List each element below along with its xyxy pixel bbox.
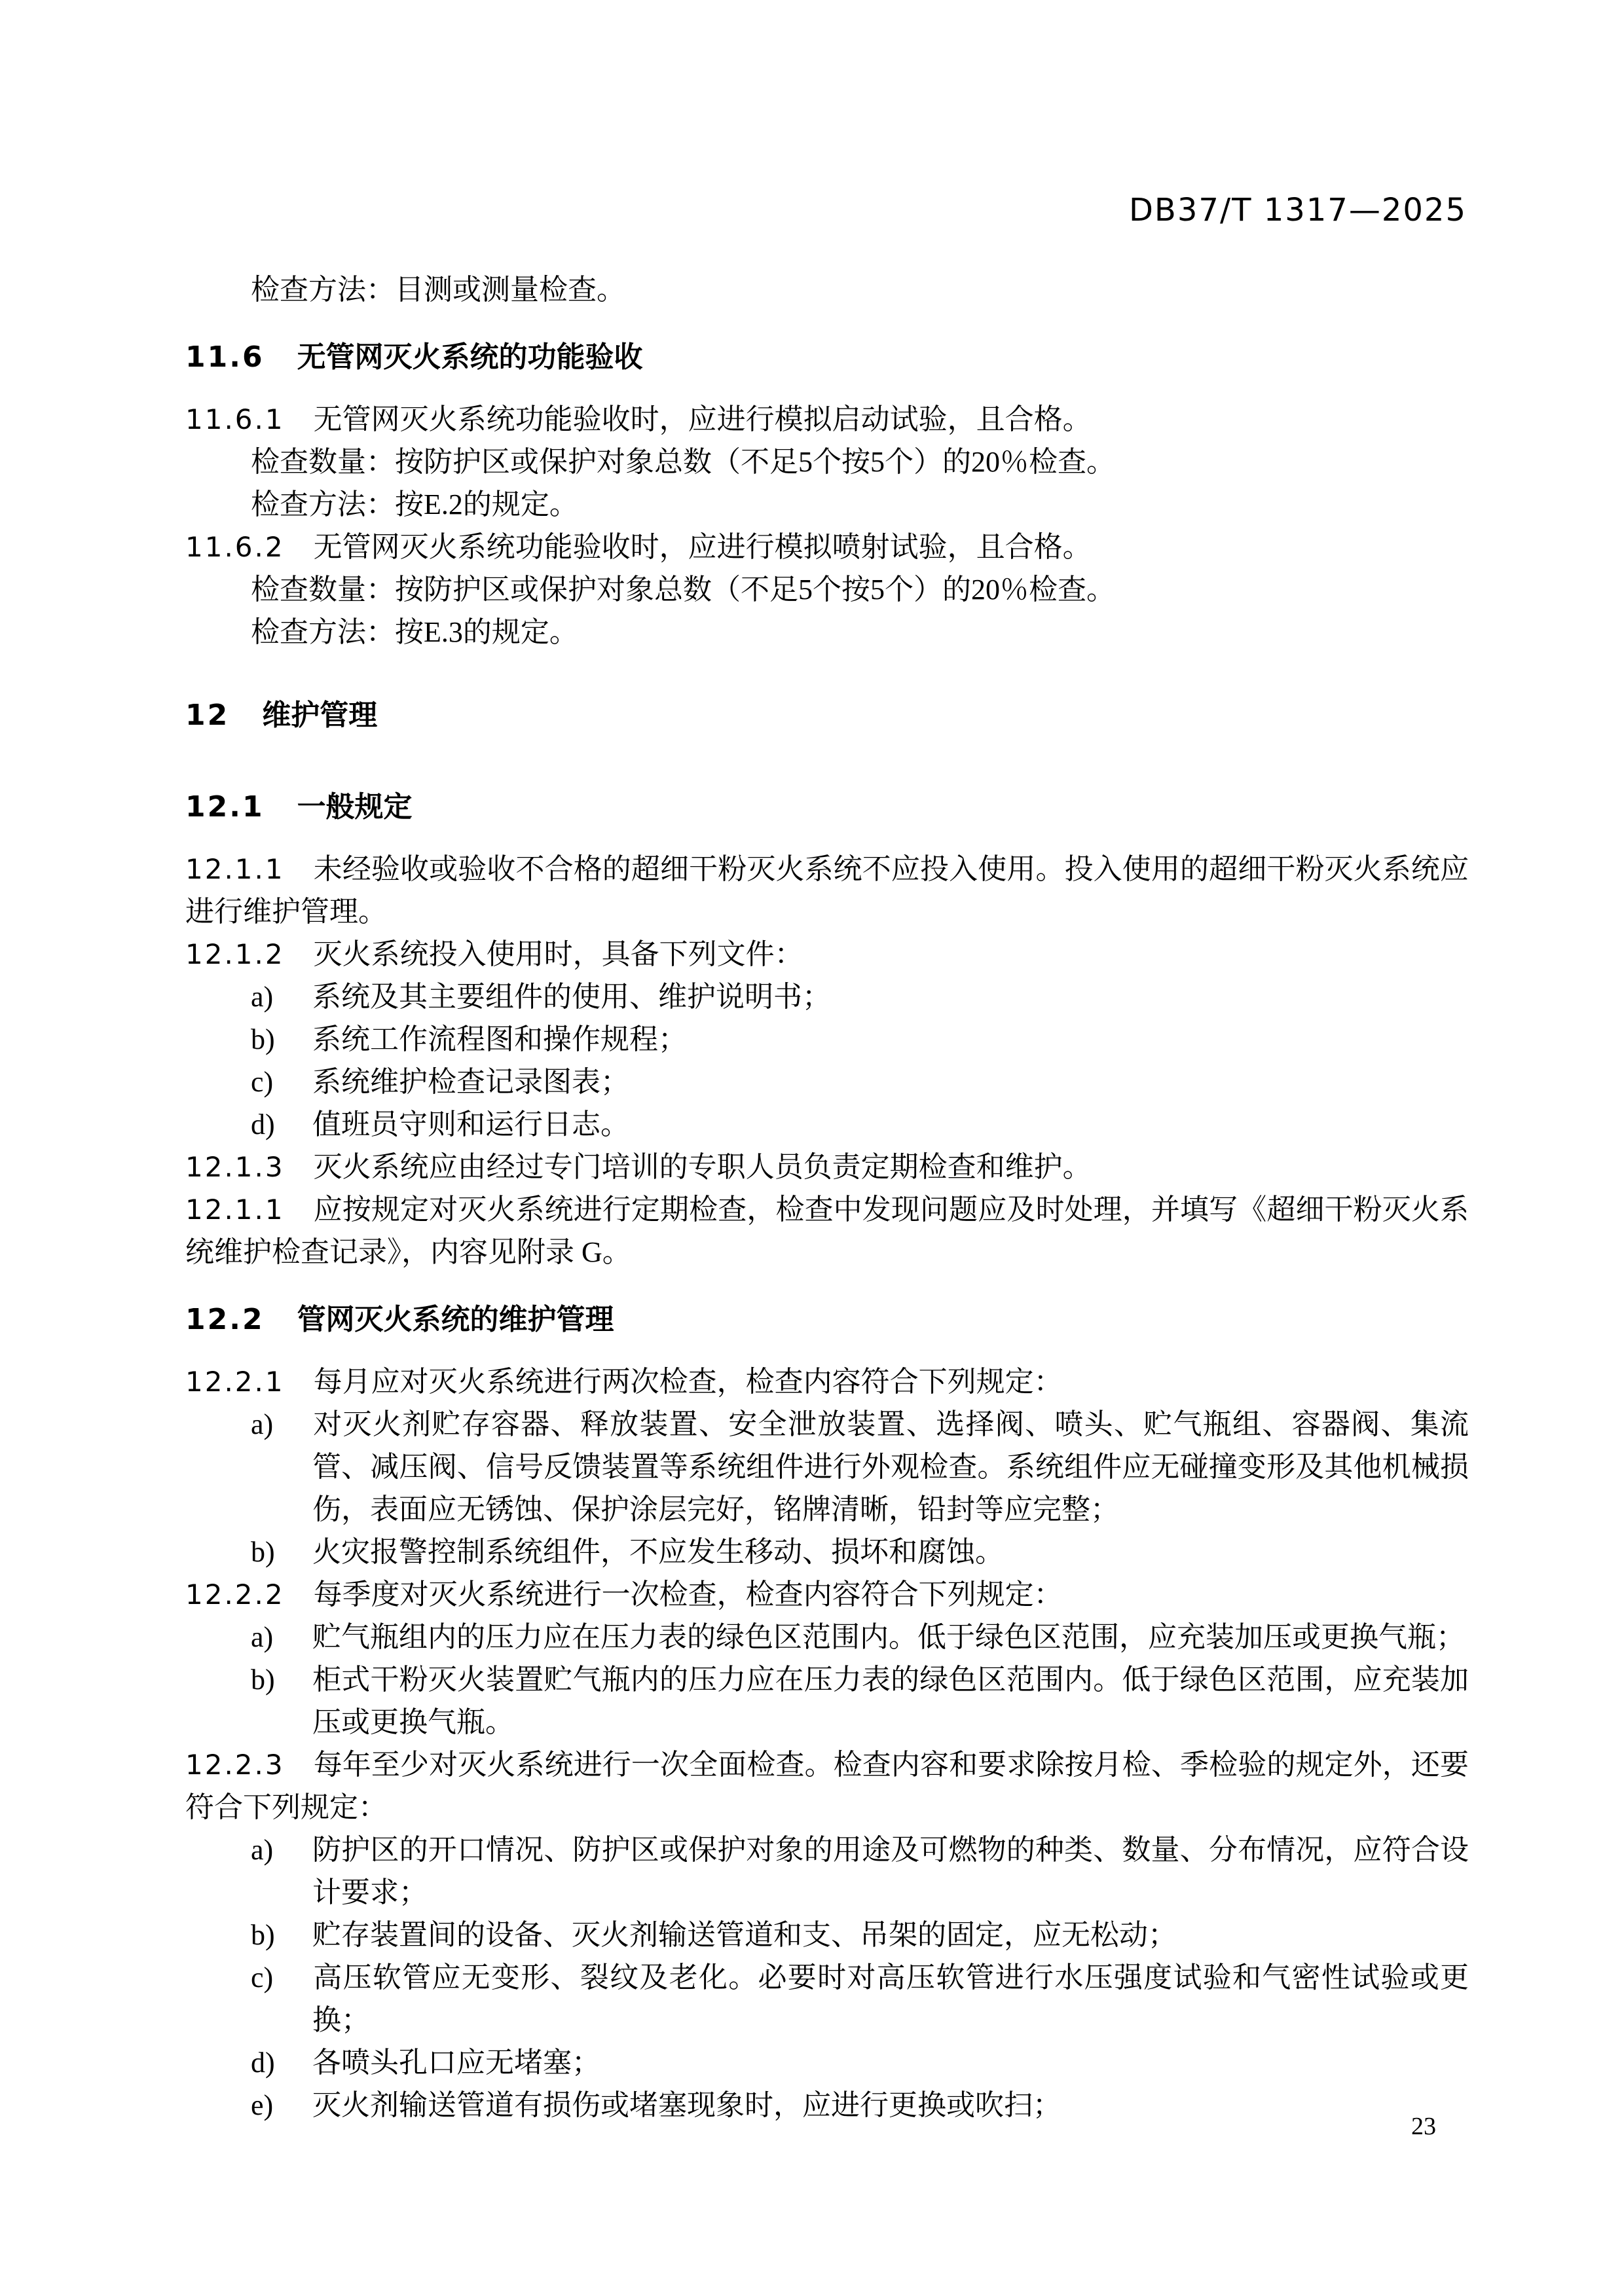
list-marker: d): [251, 2047, 275, 2079]
section-heading-12-1: [185, 786, 1469, 828]
section-number: 11.6: [185, 340, 265, 374]
clause-text: 应按规定对灭火系统进行定期检查，检查中发现问题应及时处理，并填写《超细干粉灭火系统维护检查记录》，内容见附录 G。: [185, 1194, 1469, 1268]
list-marker: c): [251, 1066, 274, 1098]
document-body: [185, 268, 1469, 2126]
clause-number: 12.2.3: [185, 1749, 285, 1781]
paragraph-check-quantity: 检查数量：按防护区或保护对象总数（不足5个按5个）的20％检查。: [251, 446, 1115, 478]
clause-12-1-1-bis: [185, 1188, 1469, 1273]
clause-number: 11.6.2: [185, 531, 285, 563]
list-marker: b): [251, 1664, 275, 1696]
list-item-b: [185, 1018, 1469, 1061]
section-title: 管网灭火系统的维护管理: [297, 1303, 614, 1336]
clause-12-1-3: [185, 1146, 1469, 1188]
list-marker: a): [251, 981, 274, 1013]
list-item-a: [185, 1616, 1469, 1658]
list-marker: a): [251, 1408, 274, 1440]
list-marker: b): [251, 1023, 275, 1055]
paragraph-check-method: 检查方法：按E.2的规定。: [251, 488, 578, 520]
section-number: 12.1: [185, 790, 265, 824]
clause-number: 12.1.3: [185, 1151, 285, 1183]
list-text: 系统及其主要组件的使用、维护说明书；: [312, 981, 831, 1013]
list-item-a: [185, 1403, 1469, 1531]
list-item-a: [185, 975, 1469, 1018]
clause-12-1-2: [185, 933, 1469, 975]
list-marker: e): [251, 2089, 274, 2121]
clause-text: 灭火系统投入使用时，具备下列文件：: [313, 938, 803, 970]
list-item-a: [185, 1829, 1469, 1914]
clause-number: 12.1.1: [185, 1194, 285, 1226]
clause-12-2-3: [185, 1743, 1469, 1829]
paragraph-check-method: 检查方法：按E.3的规定。: [251, 616, 578, 648]
list-marker: a): [251, 1834, 274, 1866]
section-title: 无管网灭火系统的功能验收: [297, 340, 643, 374]
list-marker: c): [251, 1961, 274, 1994]
document-header-code: DB37/T 1317—2025: [1128, 192, 1467, 228]
clause-text: 灭火系统应由经过专门培训的专职人员负责定期检查和维护。: [313, 1151, 1092, 1183]
list-marker: d): [251, 1108, 275, 1140]
clause-number: 12.2.2: [185, 1578, 285, 1611]
list-text: 贮气瓶组内的压力应在压力表的绿色区范围内。低于绿色区范围，应充装加压或更换气瓶；: [312, 1621, 1465, 1653]
clause-number: 12.1.1: [185, 853, 285, 885]
clause-text: 无管网灭火系统功能验收时，应进行模拟喷射试验，且合格。: [313, 531, 1092, 563]
clause-text: 每季度对灭火系统进行一次检查，检查内容符合下列规定：: [313, 1578, 1063, 1611]
page-number: 23: [1411, 2113, 1436, 2140]
paragraph-check-quantity: 检查数量：按防护区或保护对象总数（不足5个按5个）的20％检查。: [251, 574, 1115, 606]
clause-text: 每年至少对灭火系统进行一次全面检查。检查内容和要求除按月检、季检验的规定外，还要符合下列规定：: [185, 1749, 1469, 1823]
clause-11-6-2: [185, 526, 1469, 568]
clause-12-2-1: [185, 1360, 1469, 1403]
chapter-number: 12: [185, 699, 230, 732]
list-text: 防护区的开口情况、防护区或保护对象的用途及可燃物的种类、数量、分布情况，应符合设计要求；: [312, 1834, 1469, 1908]
list-item-c: [185, 1061, 1469, 1103]
list-item-d: [185, 2041, 1469, 2084]
clause-text: 无管网灭火系统功能验收时，应进行模拟启动试验，且合格。: [313, 403, 1092, 435]
list-marker: b): [251, 1536, 275, 1568]
section-title: 一般规定: [297, 790, 413, 824]
chapter-title: 维护管理: [262, 699, 378, 732]
clause-number: 12.1.2: [185, 938, 285, 970]
list-item-b: [185, 1531, 1469, 1573]
list-item-e: [185, 2084, 1469, 2126]
clause-text: 未经验收或验收不合格的超细干粉灭火系统不应投入使用。投入使用的超细干粉灭火系统应进行维护管理。: [185, 853, 1469, 928]
clause-12-1-1: [185, 848, 1469, 933]
chapter-heading-12: [185, 694, 1469, 737]
list-item-b: [185, 1658, 1469, 1743]
clause-text: 每月应对灭火系统进行两次检查，检查内容符合下列规定：: [313, 1366, 1063, 1398]
list-text: 值班员守则和运行日志。: [312, 1108, 629, 1140]
section-number: 12.2: [185, 1303, 265, 1336]
list-text: 系统工作流程图和操作规程；: [312, 1023, 687, 1055]
list-item-d: [185, 1103, 1469, 1146]
clause-11-6-1: [185, 398, 1469, 441]
section-heading-12-2: [185, 1298, 1469, 1341]
list-marker: b): [251, 1919, 275, 1951]
paragraph-check-method: 检查方法：目测或测量检查。: [251, 274, 625, 306]
clause-number: 12.2.1: [185, 1366, 285, 1398]
clause-number: 11.6.1: [185, 403, 285, 435]
list-text: 贮存装置间的设备、灭火剂输送管道和支、吊架的固定，应无松动；: [312, 1919, 1177, 1951]
list-text: 灭火剂输送管道有损伤或堵塞现象时，应进行更换或吹扫；: [312, 2089, 1061, 2121]
clause-12-2-2: [185, 1573, 1469, 1616]
list-text: 各喷头孔口应无堵塞；: [312, 2047, 600, 2079]
list-text: 火灾报警控制系统组件，不应发生移动、损坏和腐蚀。: [312, 1536, 1004, 1568]
list-text: 高压软管应无变形、裂纹及老化。必要时对高压软管进行水压强度试验和气密性试验或更换；: [312, 1961, 1469, 2036]
list-item-c: [185, 1956, 1469, 2041]
list-marker: a): [251, 1621, 274, 1653]
list-text: 柜式干粉灭火装置贮气瓶内的压力应在压力表的绿色区范围内。低于绿色区范围，应充装加压或更换气瓶。: [312, 1664, 1469, 1738]
list-text: 系统维护检查记录图表；: [312, 1066, 629, 1098]
list-item-b: [185, 1914, 1469, 1956]
section-heading-11-6: [185, 336, 1469, 378]
list-text: 对灭火剂贮存容器、释放装置、安全泄放装置、选择阀、喷头、贮气瓶组、容器阀、集流管、减压阀、信号反馈装置等系统组件进行外观检查。系统组件应无碰撞变形及其他机械损伤，表面应无锈蚀、保护涂层完好，铭牌清晰，铅封等应完整；: [312, 1408, 1469, 1525]
